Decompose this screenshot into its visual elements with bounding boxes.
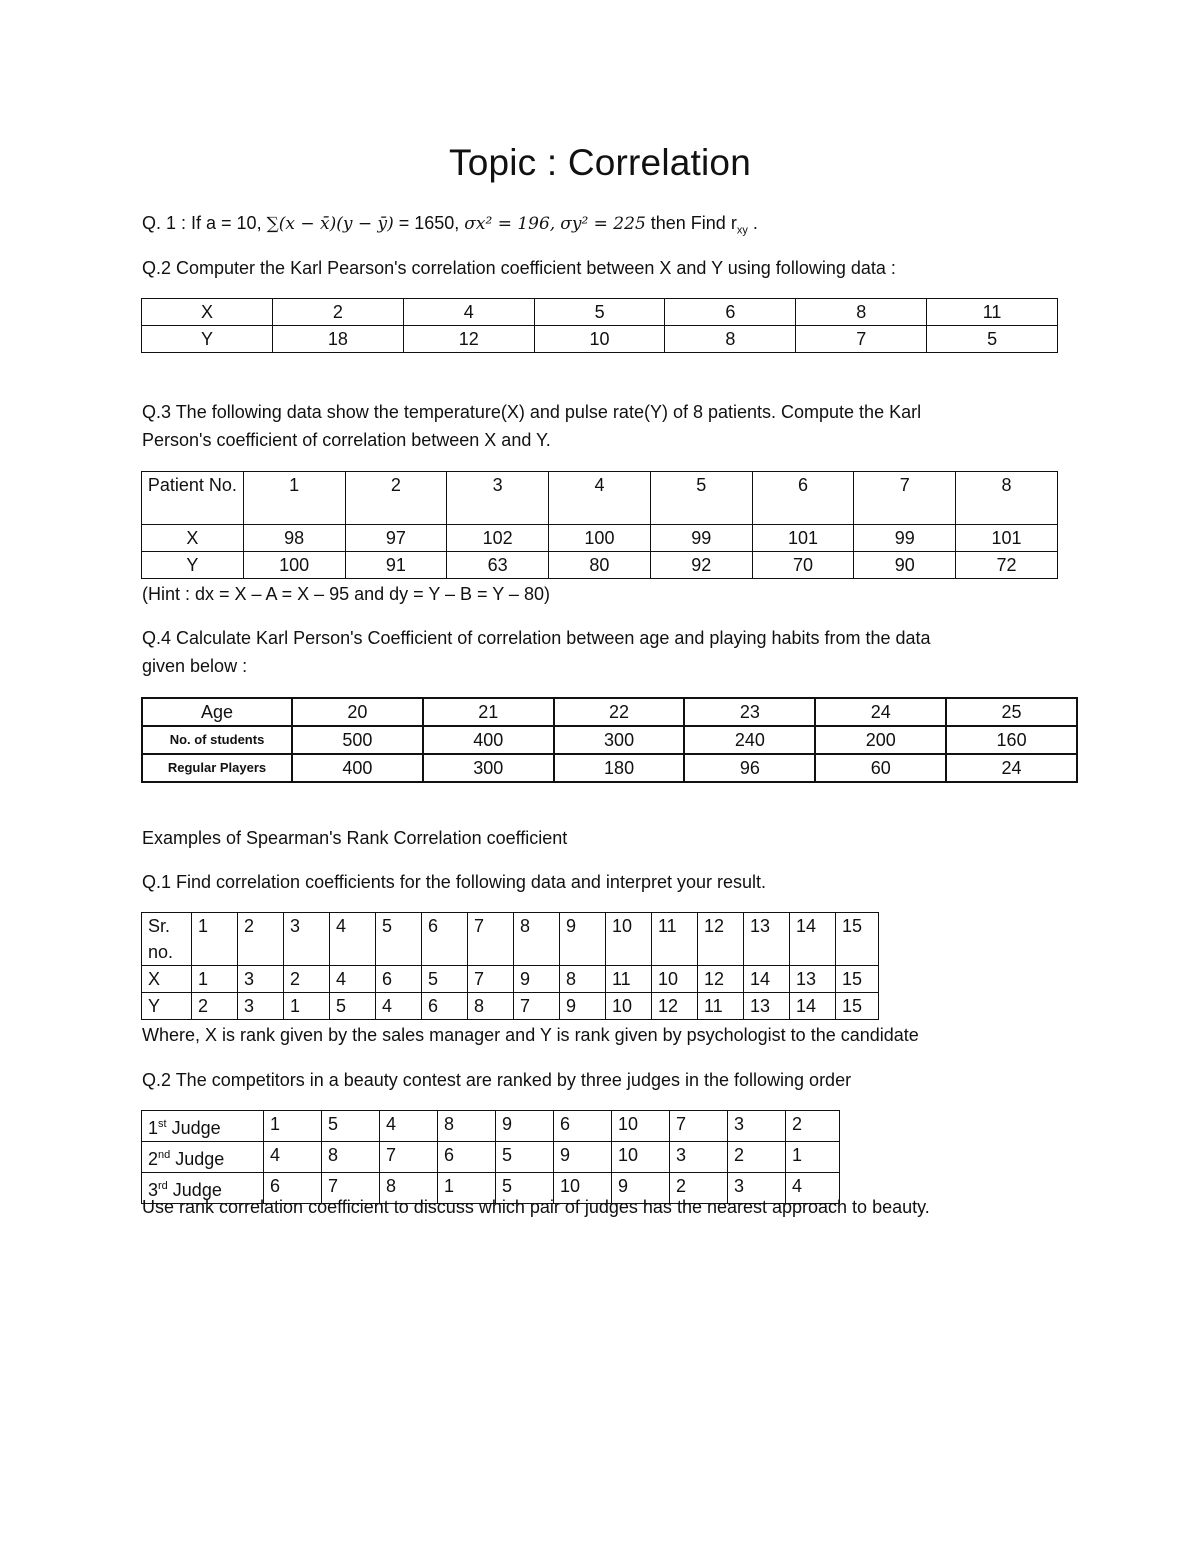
- table-cell: 98: [243, 525, 345, 552]
- table-cell: 11: [606, 966, 652, 993]
- table-cell: 2: [192, 993, 238, 1020]
- header-cell: 3: [447, 472, 549, 525]
- header-cell: 2: [238, 913, 284, 966]
- table-cell: 92: [650, 552, 752, 579]
- table-cell: 10: [652, 966, 698, 993]
- table-cell: 5: [496, 1173, 554, 1204]
- header-label: Patient No.: [142, 472, 244, 525]
- table-cell: 15: [836, 993, 879, 1020]
- table-cell: 400: [423, 726, 554, 754]
- table-cell: 97: [345, 525, 447, 552]
- spearman-q2-note: Use rank correlation coefficient to discuss which pair of judges has the nearest approach to beauty.: [142, 1197, 930, 1217]
- table-cell: 5: [927, 326, 1058, 353]
- table-cell: 5: [322, 1111, 380, 1142]
- q4-table: [141, 697, 1078, 783]
- header-cell: 5: [376, 913, 422, 966]
- judge-number: 3: [148, 1180, 159, 1200]
- header-cell: 12: [698, 913, 744, 966]
- header-cell: 15: [836, 913, 879, 966]
- header-cell: 8: [956, 472, 1058, 525]
- table-cell: 4: [376, 993, 422, 1020]
- q1-subscript: xy: [736, 224, 748, 237]
- table-cell: 13: [744, 993, 790, 1020]
- table-row: [142, 552, 1058, 579]
- table-cell: 8: [438, 1111, 496, 1142]
- table-cell: 3: [238, 993, 284, 1020]
- table-cell: 18: [273, 326, 404, 353]
- judge-text: Judge: [167, 1180, 222, 1200]
- table-cell: 99: [650, 525, 752, 552]
- row-label: X: [142, 299, 273, 326]
- header-cell: 9: [560, 913, 606, 966]
- table-cell: 6: [264, 1173, 322, 1204]
- table-cell: 200: [815, 726, 946, 754]
- spearman-heading: Examples of Spearman's Rank Correlation coefficient: [142, 828, 568, 848]
- header-cell: 8: [514, 913, 560, 966]
- spearman-q1-table: [141, 912, 879, 1020]
- row-label: Y: [142, 993, 192, 1020]
- header-cell: 11: [652, 913, 698, 966]
- table-cell: 80: [549, 552, 651, 579]
- table-cell: 13: [790, 966, 836, 993]
- table-cell: 5: [422, 966, 468, 993]
- table-cell: 7: [322, 1173, 380, 1204]
- table-cell: 2: [284, 966, 330, 993]
- header-cell: 7: [468, 913, 514, 966]
- row-label: Y: [142, 552, 244, 579]
- table-cell: 101: [956, 525, 1058, 552]
- judge-number: 1: [148, 1118, 159, 1138]
- table-cell: 22: [554, 698, 685, 726]
- spearman-question-1: Q.1 Find correlation coefficients for the following data and interpret your result.: [142, 872, 766, 892]
- table-cell: 25: [946, 698, 1077, 726]
- table-row: [142, 698, 1077, 726]
- table-cell: 21: [423, 698, 554, 726]
- spearman-q1-note: Where, X is rank given by the sales manager and Y is rank given by psychologist to the candidate: [142, 1025, 919, 1045]
- row-label: Y: [142, 326, 273, 353]
- q1-suffix: then Find r: [645, 213, 737, 233]
- table-cell: 102: [447, 525, 549, 552]
- table-cell: 72: [956, 552, 1058, 579]
- table-cell: 7: [514, 993, 560, 1020]
- table-cell: 91: [345, 552, 447, 579]
- table-cell: 70: [752, 552, 854, 579]
- table-cell: 1: [786, 1142, 840, 1173]
- judge-text: Judge: [170, 1149, 225, 1169]
- q3-table: [141, 471, 1058, 579]
- q1-sum-expression: ∑(x − x̄)(y − ȳ): [266, 214, 394, 234]
- table-cell: 9: [514, 966, 560, 993]
- table-cell: 1: [264, 1111, 322, 1142]
- table-row: [142, 525, 1058, 552]
- table-cell: 3: [728, 1111, 786, 1142]
- table-cell: 6: [554, 1111, 612, 1142]
- header-cell: 2: [345, 472, 447, 525]
- q3-hint: (Hint : dx = X – A = X – 95 and dy = Y – B = Y – 80): [142, 584, 550, 604]
- question-3-line-1: Q.3 The following data show the temperature(X) and pulse rate(Y) of 8 patients. Compute the Karl: [142, 402, 922, 422]
- table-cell: 63: [447, 552, 549, 579]
- table-cell: 300: [554, 726, 685, 754]
- table-cell: 100: [549, 525, 651, 552]
- header-cell: 4: [330, 913, 376, 966]
- table-cell: 2: [670, 1173, 728, 1204]
- table-cell: 12: [698, 966, 744, 993]
- table-cell: 10: [606, 993, 652, 1020]
- judge-text: Judge: [166, 1118, 221, 1138]
- page-title: Topic : Correlation: [449, 142, 751, 183]
- header-cell: 1: [243, 472, 345, 525]
- judge-ordinal: st: [158, 1118, 167, 1130]
- table-cell: 9: [554, 1142, 612, 1173]
- table-cell: 160: [946, 726, 1077, 754]
- table-cell: 60: [815, 754, 946, 782]
- spearman-question-2: Q.2 The competitors in a beauty contest are ranked by three judges in the following order: [142, 1070, 852, 1090]
- header-label: Sr. no.: [142, 913, 192, 966]
- question-3-line-2: Person's coefficient of correlation between X and Y.: [142, 430, 551, 450]
- table-cell: 4: [403, 299, 534, 326]
- table-cell: 14: [744, 966, 790, 993]
- q1-end: .: [747, 213, 758, 233]
- header-cell: 7: [854, 472, 956, 525]
- table-cell: 5: [330, 993, 376, 1020]
- question-4-line-2: given below :: [142, 656, 248, 676]
- table-cell: 24: [946, 754, 1077, 782]
- table-cell: 15: [836, 966, 879, 993]
- table-cell: 2: [786, 1111, 840, 1142]
- table-cell: 12: [403, 326, 534, 353]
- judge-label: [142, 1142, 264, 1173]
- table-cell: 11: [698, 993, 744, 1020]
- table-cell: 6: [665, 299, 796, 326]
- table-cell: 20: [292, 698, 423, 726]
- table-cell: 1: [438, 1173, 496, 1204]
- header-cell: 6: [422, 913, 468, 966]
- row-label: Age: [142, 698, 292, 726]
- table-cell: 7: [796, 326, 927, 353]
- q1-eq: = 1650,: [393, 213, 465, 233]
- table-cell: 400: [292, 754, 423, 782]
- q2-table: [141, 298, 1058, 353]
- row-label: No. of students: [142, 726, 292, 754]
- table-row: [142, 726, 1077, 754]
- row-label: X: [142, 966, 192, 993]
- judge-ordinal: rd: [158, 1180, 168, 1192]
- q1-sigma-y: σy² = 225: [560, 214, 646, 234]
- table-cell: 1: [192, 966, 238, 993]
- table-row: [142, 966, 879, 993]
- q1-prefix: Q. 1 : If a = 10,: [142, 213, 267, 233]
- table-cell: 10: [612, 1142, 670, 1173]
- table-row: [142, 1142, 840, 1173]
- table-cell: 8: [322, 1142, 380, 1173]
- table-cell: 300: [423, 754, 554, 782]
- table-row: [142, 326, 1058, 353]
- header-cell: 10: [606, 913, 652, 966]
- table-cell: 3: [238, 966, 284, 993]
- table-cell: 4: [380, 1111, 438, 1142]
- table-cell: 11: [927, 299, 1058, 326]
- header-cell: 4: [549, 472, 651, 525]
- table-cell: 4: [330, 966, 376, 993]
- table-cell: 5: [534, 299, 665, 326]
- header-cell: 13: [744, 913, 790, 966]
- table-cell: 240: [684, 726, 815, 754]
- judge-label: [142, 1111, 264, 1142]
- table-cell: 8: [796, 299, 927, 326]
- table-cell: 10: [534, 326, 665, 353]
- table-cell: 7: [670, 1111, 728, 1142]
- table-cell: 24: [815, 698, 946, 726]
- table-cell: 6: [376, 966, 422, 993]
- table-cell: 500: [292, 726, 423, 754]
- question-2: Q.2 Computer the Karl Pearson's correlation coefficient between X and Y using following data :: [142, 258, 896, 278]
- spearman-q2-table: [141, 1110, 840, 1204]
- table-row: [142, 299, 1058, 326]
- table-header-row: [142, 472, 1058, 525]
- table-cell: 4: [786, 1173, 840, 1204]
- table-cell: 12: [652, 993, 698, 1020]
- table-header-row: [142, 913, 879, 966]
- judge-ordinal: nd: [158, 1149, 171, 1161]
- table-cell: 9: [612, 1173, 670, 1204]
- question-4-line-1: Q.4 Calculate Karl Person's Coefficient of correlation between age and playing habits from the data: [142, 628, 931, 648]
- table-cell: 99: [854, 525, 956, 552]
- table-cell: 2: [273, 299, 404, 326]
- table-row: [142, 754, 1077, 782]
- table-cell: 3: [728, 1173, 786, 1204]
- header-cell: 6: [752, 472, 854, 525]
- table-cell: 9: [496, 1111, 554, 1142]
- table-cell: 8: [380, 1173, 438, 1204]
- question-1: [142, 213, 758, 237]
- table-cell: 2: [728, 1142, 786, 1173]
- table-cell: 23: [684, 698, 815, 726]
- table-row: [142, 1111, 840, 1142]
- table-cell: 6: [438, 1142, 496, 1173]
- q1-sigma-x: σx² = 196,: [464, 214, 556, 234]
- table-cell: 8: [665, 326, 796, 353]
- table-cell: 96: [684, 754, 815, 782]
- table-cell: 8: [560, 966, 606, 993]
- table-cell: 180: [554, 754, 685, 782]
- judge-number: 2: [148, 1149, 159, 1169]
- table-cell: 14: [790, 993, 836, 1020]
- table-cell: 8: [468, 993, 514, 1020]
- header-cell: 5: [650, 472, 752, 525]
- table-cell: 90: [854, 552, 956, 579]
- row-label: Regular Players: [142, 754, 292, 782]
- row-label: X: [142, 525, 244, 552]
- table-cell: 100: [243, 552, 345, 579]
- table-cell: 7: [468, 966, 514, 993]
- table-cell: 3: [670, 1142, 728, 1173]
- table-cell: 10: [612, 1111, 670, 1142]
- table-cell: 101: [752, 525, 854, 552]
- table-cell: 7: [380, 1142, 438, 1173]
- table-cell: 10: [554, 1173, 612, 1204]
- header-cell: 14: [790, 913, 836, 966]
- table-cell: 9: [560, 993, 606, 1020]
- header-cell: 3: [284, 913, 330, 966]
- table-cell: 6: [422, 993, 468, 1020]
- table-cell: 4: [264, 1142, 322, 1173]
- table-cell: 1: [284, 993, 330, 1020]
- table-cell: 5: [496, 1142, 554, 1173]
- table-row: [142, 993, 879, 1020]
- header-cell: 1: [192, 913, 238, 966]
